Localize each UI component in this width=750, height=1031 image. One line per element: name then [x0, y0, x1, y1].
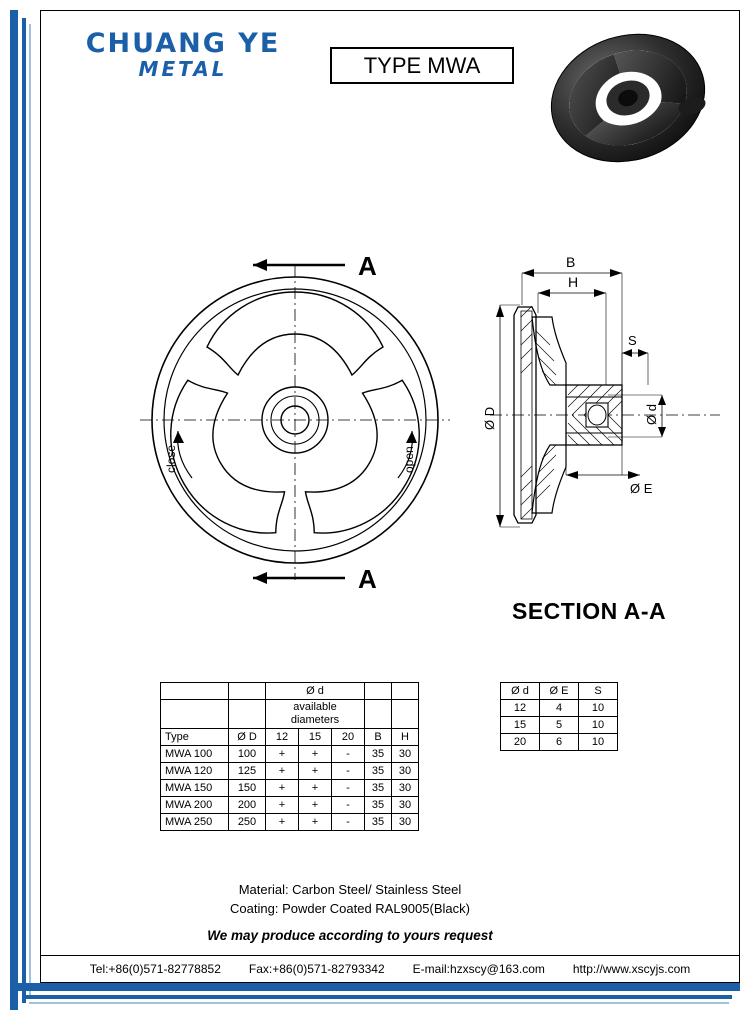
open-label: open — [402, 446, 416, 473]
cell-e: 4 — [540, 700, 579, 717]
cell-d: 20 — [501, 734, 540, 751]
table-row — [161, 746, 419, 763]
svg-text:Ø E: Ø E — [630, 481, 653, 496]
col-b: B — [365, 729, 392, 746]
cell-s: 10 — [579, 700, 618, 717]
cell-b: 35 — [365, 814, 392, 831]
col-d: Ø d — [501, 683, 540, 700]
cell-12: + — [266, 763, 299, 780]
left-accent-bar-inner — [22, 18, 26, 1003]
contact-email[interactable]: E-mail:hzxscy@163.com — [412, 962, 545, 976]
table-row — [161, 797, 419, 814]
section-view-drawing — [480, 245, 730, 585]
cell-s: 10 — [579, 734, 618, 751]
cell-b: 35 — [365, 780, 392, 797]
group-header: Ø d — [266, 683, 365, 700]
table-row — [501, 734, 618, 751]
slogan: We may produce according to yours request — [207, 928, 493, 943]
cell-12: + — [266, 814, 299, 831]
table-row — [161, 763, 419, 780]
table-header-row — [161, 729, 419, 746]
table-row — [161, 683, 419, 700]
cell-h: 30 — [392, 746, 419, 763]
left-accent-bar — [10, 10, 18, 1010]
cell-15: + — [299, 814, 332, 831]
col-bore-15: 15 — [299, 729, 332, 746]
cell-b: 35 — [365, 763, 392, 780]
dimensions-table — [160, 682, 419, 831]
cell-b: 35 — [365, 746, 392, 763]
col-bore-12: 12 — [266, 729, 299, 746]
cell-d: 250 — [229, 814, 266, 831]
cell-15: + — [299, 797, 332, 814]
cell-e: 5 — [540, 717, 579, 734]
group-subheader: available diameters — [266, 700, 365, 729]
front-view-drawing — [130, 235, 450, 595]
cell-12: + — [266, 780, 299, 797]
bottom-accent-bar-thin — [29, 1002, 729, 1004]
cell-type: MWA 150 — [161, 780, 229, 797]
svg-text:A: A — [358, 564, 377, 594]
page-title — [330, 47, 514, 84]
svg-text:B: B — [566, 254, 576, 270]
cell-15: + — [299, 763, 332, 780]
cell-d: 100 — [229, 746, 266, 763]
table-row — [161, 780, 419, 797]
cell-type: MWA 100 — [161, 746, 229, 763]
table-row — [161, 700, 419, 729]
cell-12: + — [266, 746, 299, 763]
cell-20: - — [332, 763, 365, 780]
svg-text:A: A — [358, 251, 377, 281]
section-caption: SECTION A-A — [512, 598, 667, 624]
left-accent-bar-thin — [29, 24, 31, 999]
col-type: Type — [161, 729, 229, 746]
cell-d: 150 — [229, 780, 266, 797]
col-e: Ø E — [540, 683, 579, 700]
cell-20: - — [332, 780, 365, 797]
table-header-row — [501, 683, 618, 700]
cell-h: 30 — [392, 780, 419, 797]
cell-15: + — [299, 780, 332, 797]
logo-line2: METAL — [138, 57, 228, 81]
col-outer-diameter: Ø D — [229, 729, 266, 746]
close-label: close — [164, 444, 178, 473]
page-title-text: TYPE MWA — [363, 52, 481, 78]
col-bore-20: 20 — [332, 729, 365, 746]
svg-text:S: S — [628, 333, 637, 348]
table-row — [501, 700, 618, 717]
company-logo — [78, 30, 288, 82]
table-row — [501, 717, 618, 734]
cell-type: MWA 120 — [161, 763, 229, 780]
cell-d: 200 — [229, 797, 266, 814]
cell-s: 10 — [579, 717, 618, 734]
bottom-accent-bar — [10, 983, 740, 991]
contact-tel: Tel:+86(0)571-82778852 — [89, 962, 221, 976]
cell-20: - — [332, 797, 365, 814]
coating-line: Coating: Powder Coated RAL9005(Black) — [230, 901, 470, 916]
cell-type: MWA 250 — [161, 814, 229, 831]
svg-text:Ø d: Ø d — [644, 404, 659, 425]
contact-website[interactable]: http://www.xscyjs.com — [572, 962, 691, 976]
cell-b: 35 — [365, 797, 392, 814]
logo-line1: CHUANG YE — [85, 28, 281, 59]
cell-20: - — [332, 814, 365, 831]
cell-12: + — [266, 797, 299, 814]
contact-fax: Fax:+86(0)571-82793342 — [248, 962, 385, 976]
cell-d: 15 — [501, 717, 540, 734]
cell-h: 30 — [392, 814, 419, 831]
bore-table — [500, 682, 618, 751]
table-row — [161, 814, 419, 831]
contact-bar — [40, 955, 740, 983]
cell-d: 125 — [229, 763, 266, 780]
cell-type: MWA 200 — [161, 797, 229, 814]
bottom-accent-bar-inner — [22, 995, 732, 999]
cell-h: 30 — [392, 763, 419, 780]
col-h: H — [392, 729, 419, 746]
cell-e: 6 — [540, 734, 579, 751]
col-s: S — [579, 683, 618, 700]
cell-d: 12 — [501, 700, 540, 717]
cell-h: 30 — [392, 797, 419, 814]
material-line: Material: Carbon Steel/ Stainless Steel — [238, 882, 462, 897]
svg-text:Ø D: Ø D — [482, 406, 497, 430]
material-info — [0, 880, 700, 918]
handwheel-photo — [540, 18, 720, 198]
svg-text:H: H — [568, 274, 579, 290]
cell-20: - — [332, 746, 365, 763]
cell-15: + — [299, 746, 332, 763]
